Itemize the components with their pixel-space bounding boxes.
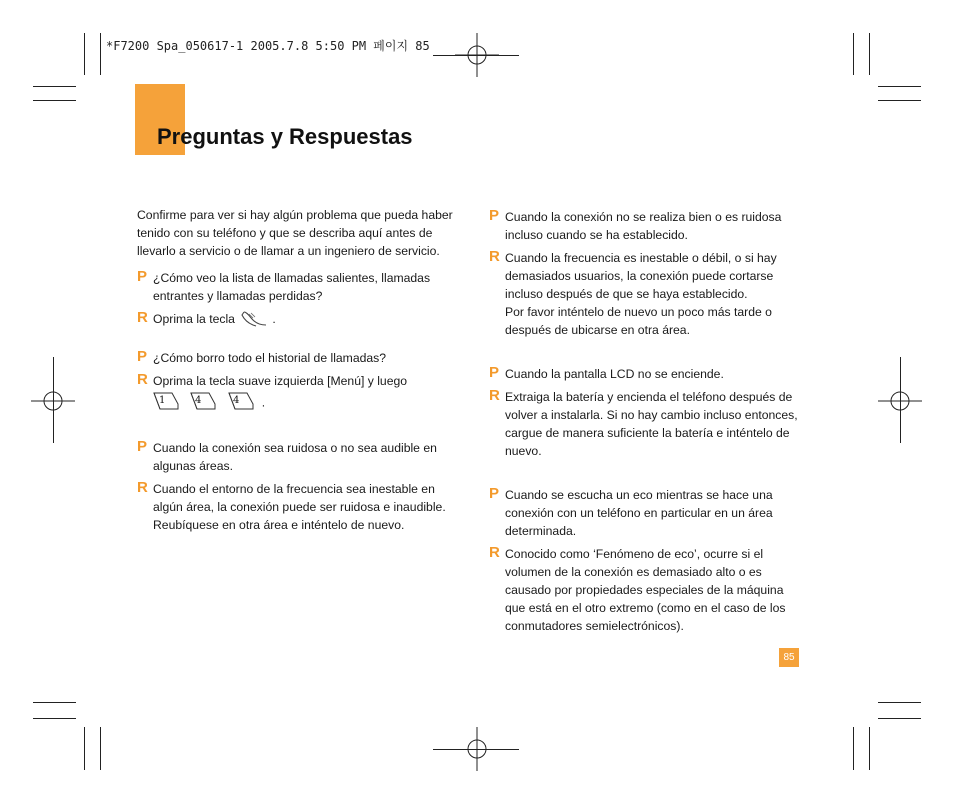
question-text: Cuando se escucha un eco mientras se hace una conexión con un teléfono en particular en un área determinada. [505,488,773,538]
answer-marker: R [489,544,500,561]
key-label: 1 [159,395,166,406]
answer-marker: R [489,387,500,404]
answer [137,480,455,534]
crop-mark [84,727,85,770]
answer [489,388,801,460]
answer-text: Oprima la tecla [153,312,235,326]
crop-mark [878,86,921,87]
right-column [489,208,801,635]
answer-marker: R [137,309,148,326]
crop-mark [33,702,76,703]
keypad-4-icon [190,392,216,415]
answer-text-extra: Por favor inténtelo de nuevo un poco más tarde o después de ubicarse en otra área. [505,305,772,337]
crop-mark [869,727,870,770]
answer [489,249,801,339]
key-sequence [153,392,455,415]
key-label: 4 [232,395,240,406]
answer [137,310,455,328]
answer-suffix: . [261,395,266,410]
question [137,349,455,367]
crop-mark [84,33,85,75]
question-text: ¿Cómo veo la lista de llamadas salientes, llamadas entrantes y llamadas perdidas? [153,271,431,303]
answer-text: Cuando el entorno de la frecuencia sea inestable en algún área, la conexión puede ser ruidosa e inaudible. Reubíquese en otra área e inténtelo de nuevo. [153,482,446,532]
crop-mark [878,100,921,101]
question-marker: P [137,268,148,285]
registration-line [433,749,519,750]
question [137,269,455,305]
question-marker: P [489,364,500,381]
registration-line [900,357,901,443]
question-marker: P [137,438,148,455]
answer-suffix: . [272,312,276,326]
registration-line [433,55,519,56]
answer-marker: R [489,248,500,265]
answer [137,372,455,415]
question [137,439,455,475]
crop-mark [100,727,101,770]
crop-mark [878,702,921,703]
print-metadata: *F7200 Spa_050617-1 2005.7.8 5:50 PM 페이지 85 [106,39,430,53]
registration-line [53,357,54,443]
send-key-icon [240,310,270,328]
intro-paragraph: Confirme para ver si hay algún problema que pueda haber tenido con su teléfono y que se describa aquí antes de llevarlo a servicio o de llamar a un ingeniero de servicio. [137,208,453,258]
key-label: 4 [195,395,202,406]
crop-mark [33,100,76,101]
answer-text: Conocido como ‘Fenómeno de eco’, ocurre si el volumen de la conexión es demasiado alto o es causado por propiedades especiales de la máquina que está en el otro extremo (como en el caso de los conmutadores semielectrónicos). [505,547,786,633]
crop-mark [853,727,854,770]
crop-mark [853,33,854,75]
crop-mark [33,718,76,719]
question [489,486,801,540]
answer-text: Extraiga la batería y encienda el teléfono después de volver a instalarla. Si no hay cambio incluso entonces, cargue de manera suficiente la batería e inténtelo de nuevo. [505,390,798,458]
answer-text: Oprima la tecla suave izquierda [Menú] y luego [153,374,408,388]
crop-mark [100,33,101,75]
question [489,208,801,244]
question-marker: P [137,348,148,365]
answer-marker: R [137,371,148,388]
answer-marker: R [137,479,148,496]
left-column [137,206,455,534]
question-marker: P [489,485,500,502]
crop-mark [33,86,76,87]
question-marker: P [489,207,500,224]
keypad-4-icon [228,392,254,415]
question-text: Cuando la conexión no se realiza bien o es ruidosa incluso cuando se ha establecido. [505,210,782,242]
crop-mark [869,33,870,75]
page-number: 85 [779,648,799,667]
crop-mark [878,718,921,719]
answer [489,545,801,635]
keypad-1-icon [153,392,179,415]
question-text: Cuando la pantalla LCD no se enciende. [505,367,724,381]
answer-text: Cuando la frecuencia es inestable o débil, o si hay demasiados usuarios, la conexión puede cortarse incluso después de que se haya establecido. [505,251,777,301]
question-text: Cuando la conexión sea ruidosa o no sea audible en algunas áreas. [153,441,437,473]
question [489,365,801,383]
question-text: ¿Cómo borro todo el historial de llamadas? [153,351,387,365]
page-title: Preguntas y Respuestas [157,124,413,149]
